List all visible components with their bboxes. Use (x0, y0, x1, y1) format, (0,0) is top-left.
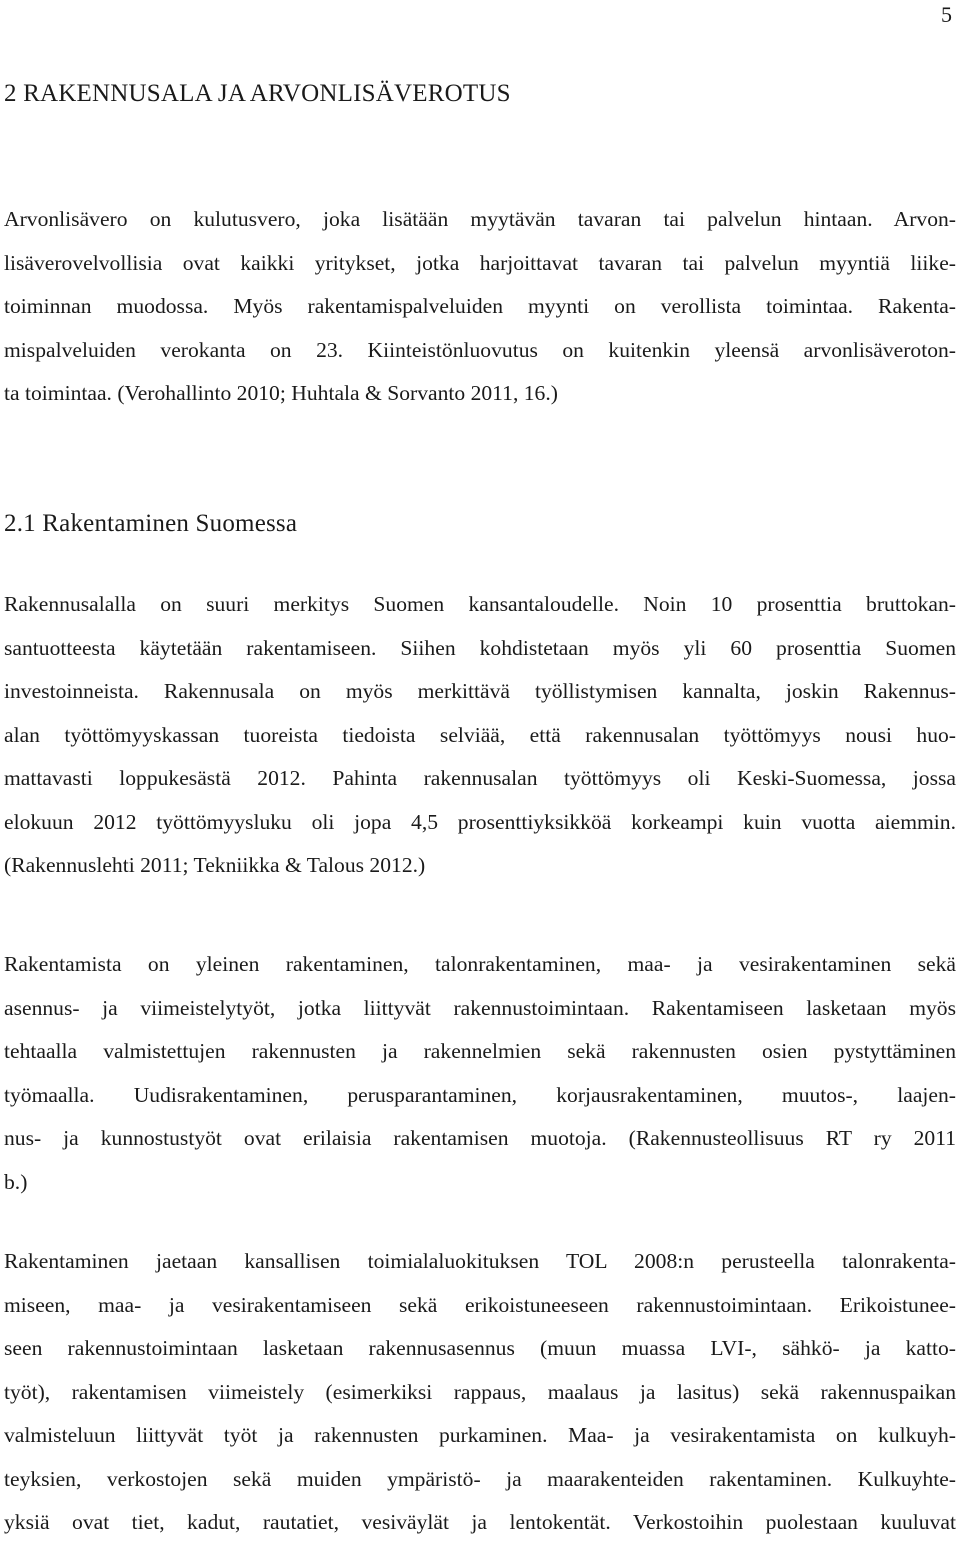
text-line: lisäverovelvollisia ovat kaikki yritykset, jotka harjoittavat tavaran tai palvelun myyntiä liike- (4, 250, 956, 275)
text-line: teyksien, verkostojen sekä muiden ympäristö- ja maarakenteiden rakentaminen. Kulkuyhte- (4, 1466, 956, 1491)
text-line: työmaalla. Uudisrakentaminen, perusparantaminen, korjausrakentaminen, muutos-, laajen- (4, 1082, 956, 1107)
text-line: Rakentaminen jaetaan kansallisen toimialaluokituksen TOL 2008:n perusteella talonrakenta- (4, 1249, 956, 1273)
text-line: työt), rakentamisen viimeistely (esimerkiksi rappaus, maalaus ja lasitus) sekä rakennuspaikan (4, 1379, 956, 1404)
text-line: valmisteluun liittyvät työt ja rakennusten purkaminen. Maa- ja vesirakentamista on kulkuyh- (4, 1423, 956, 1447)
subsection-heading: 2.1 Rakentaminen Suomessa (4, 510, 298, 537)
text-line: Arvonlisävero on kulutusvero, joka lisätään myytävän tavaran tai palvelun hintaan. Arvon- (4, 207, 956, 231)
text-line: toiminnan muodossa. Myös rakentamispalveluiden myynti on verollista toimintaa. Rakenta- (4, 294, 956, 318)
paragraph-vat-intro (4, 198, 956, 416)
paragraph-construction-economy (4, 583, 956, 888)
text-line: mispalveluiden verokanta on 23. Kiinteistönluovutus on kuitenkin yleensä arvonlisäveroton- (4, 337, 956, 362)
text-line: yksiä ovat tiet, kadut, rautatiet, vesiväylät ja lentokentät. Verkostoihin puolestaan kuuluvat (4, 1510, 956, 1534)
text-line: b.) (4, 1169, 28, 1194)
text-line: seen rakennustoimintaan lasketaan rakennusasennus (muun muassa LVI-, sähkö- ja katto- (4, 1336, 956, 1360)
text-line: Rakentamista on yleinen rakentaminen, talonrakentaminen, maa- ja vesirakentaminen sekä (4, 952, 956, 976)
text-line: Rakennusalalla on suuri merkitys Suomen kansantaloudelle. Noin 10 prosenttia bruttokan- (4, 592, 956, 616)
paragraph-construction-definition (4, 943, 956, 1204)
text-line: elokuun 2012 työttömyysluku oli jopa 4,5 prosenttiyksikköä korkeampi kuin vuotta aiemmin. (4, 809, 956, 834)
text-line: alan työttömyyskassan tuoreista tiedoista selviää, että rakennusalan työttömyys nousi huo- (4, 722, 956, 747)
section-heading: 2 RAKENNUSALA JA ARVONLISÄVEROTUS (4, 80, 511, 107)
paragraph-construction-classification (4, 1240, 956, 1545)
text-line: mattavasti loppukesästä 2012. Pahinta rakennusalan työttömyys oli Keski-Suomessa, jossa (4, 766, 956, 790)
text-line: nus- ja kunnostustyöt ovat erilaisia rakentamisen muotoja. (Rakennusteollisuus RT ry 2011 (4, 1126, 956, 1150)
text-line: asennus- ja viimeistelytyöt, jotka liittyvät rakennustoimintaan. Rakentamiseen lasketaan myös (4, 995, 956, 1020)
page-number: 5 (941, 2, 952, 27)
text-line: miseen, maa- ja vesirakentamiseen sekä erikoistuneeseen rakennustoimintaan. Erikoistunee- (4, 1292, 956, 1317)
text-line: tehtaalla valmistettujen rakennusten ja rakennelmien sekä rakennusten osien pystyttäminen (4, 1039, 956, 1063)
text-line: santuotteesta käytetään rakentamiseen. Siihen kohdistetaan myös yli 60 prosenttia Suomen (4, 635, 956, 660)
text-line: ta toimintaa. (Verohallinto 2010; Huhtala & Sorvanto 2011, 16.) (4, 381, 558, 405)
text-line: (Rakennuslehti 2011; Tekniikka & Talous 2012.) (4, 853, 426, 877)
text-line: investoinneista. Rakennusala on myös merkittävä työllistymisen kannalta, joskin Rakennus- (4, 679, 956, 703)
